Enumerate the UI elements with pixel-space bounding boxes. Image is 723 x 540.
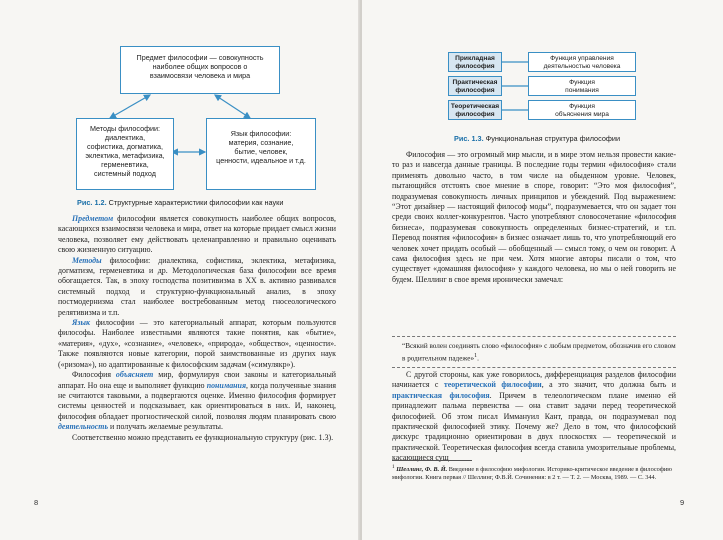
- paragraph-subject: Предметом философии является совокупность наиболее общих вопросов, касающихся взаимосвязи человека и мира, ответ на которые придает смысл жизни человека, позволяет ему действовать целенаправленно и правильно оценивать свою жизненную ситуацию.: [58, 214, 336, 255]
- footnote-rule: [392, 460, 472, 461]
- subject-box: Предмет философии — совокупность наиболее общих вопросов о взаимосвязи человека и мира: [120, 46, 280, 94]
- figure-caption: Рис. 1.2. Структурные характеристики философии как науки: [77, 198, 284, 207]
- applied-philosophy-box: Прикладная философия: [448, 52, 502, 72]
- practical-philosophy-box: Практическая философия: [448, 76, 502, 96]
- arrow-top-left: [110, 95, 150, 118]
- paragraph-structure: Соответственно можно представить ее функциональную структуру (рис. 1.3).: [72, 432, 334, 442]
- management-function-box: Функция управления деятельностью человека: [528, 52, 636, 72]
- footnote: $^1$ Шеллинг, Ф. В. Й. Введение в философию мифологии. Историко-критическое введение в философию мифологии. Книга первая // Шеллинг, Ф.В.Й. Сочинения: в 2 т. — Т. 2. — Москва, 1989. — С. 344.: [392, 464, 672, 482]
- arrow-top-right: [215, 95, 250, 118]
- page-number-left: 8: [34, 498, 39, 507]
- left-page: [0, 0, 360, 540]
- theoretical-philosophy-box: Теоретическая философия: [448, 100, 502, 120]
- understanding-function-box: Функция понимания: [528, 76, 636, 96]
- paragraph-theory-practice: С другой стороны, как уже говорилось, дифференциация разделов философии начинается с теоретической философии, а это значит, что должна быть и практическая философия. Причем в телеологическом плане именно ей принадлежит пальма первенства — она ставит задачи перед теоретической философией. Об этом писал Иммануил Кант, правда, он подразумевал под практической философией этику. Почему же? Дело в том, что философский дискурс традиционно ориентирован в двух плоскостях — теоретической и практической. Теоретическая философия всегда ставила умозрительные проблемы, касающиеся сущ: [392, 370, 676, 463]
- language-box: Язык философии: материя, сознание, бытие, человек, ценности, идеальное и т.д.: [206, 118, 316, 190]
- methods-box: Методы философии: диалектика, софистика, догматика, эклектика, метафизика, герменевтика, системный подход: [76, 118, 174, 190]
- right-body-text-top: [392, 150, 676, 285]
- paragraph-methods: Методы философии: диалектика, софистика, эклектика, метафизика, догматизм, герменевтика и др. Методологическая база философии все время обогащается. Так, в эпоху господства позитивизма в XX в. активно развивался системный подход и структурно-функциональный анализ, в эпоху постмодернизма стал наиболее востребованным метод гносеологического релятивизма и т.п.: [58, 255, 336, 317]
- schelling-quote: “Всякий волен соединять слово «философия» с любым предметом, обозначив его словом в родительном падеже»$^1$.: [392, 336, 676, 368]
- paragraph-functions: Философия объясняет мир, формулируя свои законы и категориальный аппарат. Но она еще и выполняет функцию понимания, когда полученные знания не считаются таковыми, а подвергаются оценке. Именно философия формирует системы ценностей и подсказывает, как ориентироваться в них. И, наконец, философия обладает прогностической силой, позволяя людям планировать свою деятельность и получать желаемые результаты.: [58, 370, 336, 432]
- paragraph-language: Язык философии — это категориальный аппарат, которым пользуются философы. Наиболее известными являются такие понятия, как «бытие», «материя», «дух», «сознание», «человек», «природа», «общество», «ценности». Также появляются новые категории, порой заимствованные из других наук («ризома»), но адаптированные к философским задачам («симулякр»).: [58, 318, 336, 369]
- figure-caption-right: Рис. 1.3. Функциональная структура философии: [454, 134, 621, 143]
- page-number-right: 9: [680, 498, 685, 507]
- explanation-function-box: Функция объяснения мира: [528, 100, 636, 120]
- right-page: [362, 0, 723, 540]
- right-body-text-bottom: [392, 370, 676, 464]
- left-body-text: [58, 214, 336, 443]
- paragraph-world-of-thought: Философия — это огромный мир мысли, и в мире этом нельзя провести какие-то раз и навсегда данные границы. В последние годы термин «философия» стали применять довольно часто, в том числе на обыденном уровне. Человек, пытающийся отстоять свое мнение в споре, говорит: “Это моя философия”, подразумевая совокупность личных принципов и убеждений. Под выражением: “Этот дизайнер — настоящий философ моды”, подразумевается, что он задает тон среди своих коллег-конкурентов. Часто употребляют словосочетание «философия бизнеса», подразумевая совокупность определенных бизнес-стратегий, и т.п. Перевод понятия «философия» в бизнес означает лишь то, что употребляющий его человек хочет придать особый — обобщенный — смысл тому, о чем он говорит. А сама философия здесь не при чем. Хотя многие авторы писали о том, что существует «домашняя философия» у каждого человека, но мы о ней говорить не будем. Шеллинг в свое время иронически замечал:: [392, 150, 676, 284]
